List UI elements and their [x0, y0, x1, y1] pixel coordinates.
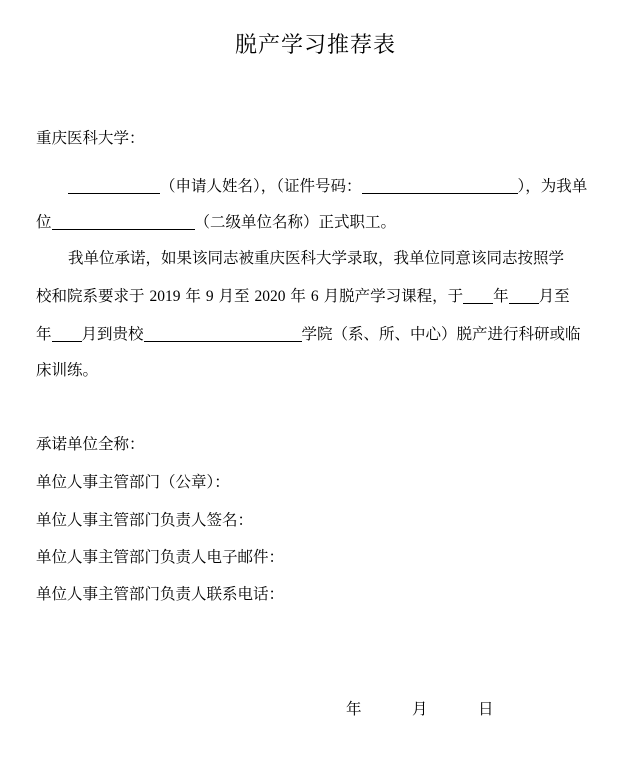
line2-start: 位 [36, 213, 52, 231]
applicant-name-field[interactable] [68, 177, 160, 194]
line3-c: 学院（系、所、中心）脱产进行科研或临 [301, 325, 581, 343]
unit-name-field[interactable] [52, 213, 195, 230]
school-name-field[interactable] [144, 325, 302, 342]
year-start: 2019 [149, 288, 181, 305]
para1-line2 [36, 212, 396, 232]
para1-line1 [68, 176, 587, 196]
line2-b: 年 [185, 287, 201, 305]
field-hr-head-email: 单位人事主管部门负责人电子邮件： [36, 548, 285, 566]
line3-a: 年 [36, 325, 52, 343]
document-title: 脱产学习推荐表 [234, 33, 396, 58]
para2-line4: 床训练。 [36, 361, 99, 379]
line3-b: 月到贵校 [81, 325, 144, 343]
line2-e: 月脱产学习课程，于 [323, 287, 464, 305]
month-end: 6 [310, 288, 319, 305]
line2-a: 校和院系要求于 [36, 287, 145, 305]
unit-hint: （二级单位名称）正式职工。 [194, 213, 397, 231]
id-number-field[interactable] [362, 177, 518, 194]
addressee: 重庆医科大学： [36, 129, 145, 147]
applicant-name-hint: （申请人姓名） [160, 177, 261, 195]
report-month-field[interactable] [509, 287, 539, 304]
field-hr-dept: 单位人事主管部门（公章）： [36, 473, 230, 491]
date-year: 年 [346, 700, 362, 718]
month-char: 月至 [538, 287, 570, 305]
year-end: 2020 [254, 288, 286, 305]
id-label: ，（证件号码： [260, 177, 362, 195]
para2-line2 [36, 286, 570, 307]
field-hr-head-sign: 单位人事主管部门负责人签名： [36, 511, 254, 529]
year-char: 年 [493, 287, 509, 305]
field-hr-head-phone: 单位人事主管部门负责人联系电话： [36, 585, 285, 603]
para2-line3 [36, 324, 581, 344]
line2-d: 年 [290, 287, 306, 305]
field-unit-full-name: 承诺单位全称： [36, 435, 145, 453]
report-year-field[interactable] [463, 287, 493, 304]
date-day: 日 [478, 700, 494, 718]
date-month: 月 [412, 700, 428, 718]
month-start: 9 [205, 288, 214, 305]
report-end-month-field[interactable] [52, 325, 82, 342]
para2-line1: 我单位承诺，如果该同志被重庆医科大学录取，我单位同意该同志按照学 [68, 249, 565, 267]
id-close: ），为我单 [517, 177, 588, 195]
line2-c: 月至 [218, 287, 250, 305]
